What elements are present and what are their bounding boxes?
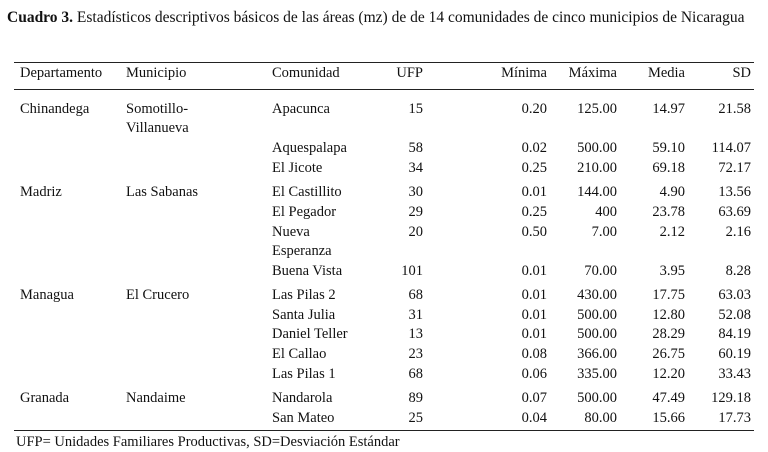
cell-comunidad: Nandarola bbox=[272, 390, 333, 406]
cell-media: 47.49 bbox=[652, 390, 685, 406]
cell-sd: 60.19 bbox=[718, 346, 751, 362]
cell-municipio: Villanueva bbox=[126, 120, 189, 136]
table-footnote: UFP= Unidades Familiares Productivas, SD=Desviación Estándar bbox=[16, 434, 400, 450]
cell-sd: 33.43 bbox=[718, 366, 751, 382]
cell-comunidad: El Pegador bbox=[272, 204, 337, 220]
cell-media: 26.75 bbox=[652, 346, 685, 362]
header-rule bbox=[14, 89, 754, 90]
cell-minima: 0.01 bbox=[521, 263, 547, 279]
cell-departamento: Chinandega bbox=[20, 101, 90, 117]
cell-comunidad: San Mateo bbox=[272, 410, 335, 426]
top-rule bbox=[14, 62, 754, 63]
cell-media: 3.95 bbox=[659, 263, 685, 279]
cell-media: 12.80 bbox=[652, 307, 685, 323]
cell-minima: 0.25 bbox=[521, 160, 547, 176]
header-maxima: Máxima bbox=[568, 65, 617, 81]
cell-minima: 0.01 bbox=[521, 326, 547, 342]
cell-minima: 0.25 bbox=[521, 204, 547, 220]
cell-media: 2.12 bbox=[659, 224, 685, 240]
cell-minima: 0.06 bbox=[521, 366, 547, 382]
cell-ufp: 89 bbox=[408, 390, 423, 406]
cell-maxima: 500.00 bbox=[577, 140, 617, 156]
cell-media: 4.90 bbox=[659, 184, 685, 200]
header-minima: Mínima bbox=[501, 65, 547, 81]
cell-minima: 0.04 bbox=[521, 410, 547, 426]
cell-maxima: 500.00 bbox=[577, 390, 617, 406]
cell-municipio: Las Sabanas bbox=[126, 184, 199, 200]
cell-ufp: 101 bbox=[401, 263, 423, 279]
cell-sd: 21.58 bbox=[718, 101, 751, 117]
cell-departamento: Managua bbox=[20, 287, 74, 303]
cell-maxima: 7.00 bbox=[591, 224, 617, 240]
cell-sd: 17.73 bbox=[718, 410, 751, 426]
cell-ufp: 34 bbox=[408, 160, 423, 176]
header-comunidad: Comunidad bbox=[272, 65, 340, 81]
header-sd: SD bbox=[732, 65, 751, 81]
cell-ufp: 68 bbox=[408, 366, 423, 382]
cell-maxima: 335.00 bbox=[577, 366, 617, 382]
cell-maxima: 430.00 bbox=[577, 287, 617, 303]
cell-minima: 0.07 bbox=[521, 390, 547, 406]
cell-minima: 0.20 bbox=[521, 101, 547, 117]
cell-minima: 0.01 bbox=[521, 287, 547, 303]
cell-sd: 13.56 bbox=[718, 184, 751, 200]
cell-maxima: 500.00 bbox=[577, 326, 617, 342]
cell-minima: 0.50 bbox=[521, 224, 547, 240]
cell-departamento: Granada bbox=[20, 390, 70, 406]
cell-minima: 0.02 bbox=[521, 140, 547, 156]
cell-comunidad: Las Pilas 1 bbox=[272, 366, 336, 382]
cell-sd: 72.17 bbox=[718, 160, 751, 176]
cell-sd: 129.18 bbox=[711, 390, 751, 406]
cell-maxima: 80.00 bbox=[584, 410, 617, 426]
cell-media: 14.97 bbox=[652, 101, 685, 117]
table-caption bbox=[7, 8, 763, 28]
cell-comunidad: Nueva bbox=[272, 224, 310, 240]
cell-maxima: 125.00 bbox=[577, 101, 617, 117]
cell-ufp: 23 bbox=[408, 346, 423, 362]
cell-municipio: Somotillo- bbox=[126, 101, 189, 117]
cell-sd: 52.08 bbox=[718, 307, 751, 323]
cell-maxima: 70.00 bbox=[584, 263, 617, 279]
cell-comunidad: El Jicote bbox=[272, 160, 323, 176]
caption-text: Estadísticos descriptivos básicos de las áreas (mz) de de 14 comunidades de cinco municipios de Nicaragua bbox=[73, 9, 745, 26]
cell-ufp: 15 bbox=[408, 101, 423, 117]
cell-comunidad: El Callao bbox=[272, 346, 327, 362]
cell-sd: 2.16 bbox=[725, 224, 751, 240]
cell-maxima: 400 bbox=[595, 204, 617, 220]
cell-ufp: 31 bbox=[408, 307, 423, 323]
cell-municipio: El Crucero bbox=[126, 287, 190, 303]
cell-ufp: 68 bbox=[408, 287, 423, 303]
header-departamento: Departamento bbox=[20, 65, 103, 81]
cell-minima: 0.01 bbox=[521, 307, 547, 323]
cell-comunidad: Santa Julia bbox=[272, 307, 336, 323]
cell-comunidad: Apacunca bbox=[272, 101, 330, 117]
cell-ufp: 20 bbox=[408, 224, 423, 240]
cell-sd: 8.28 bbox=[725, 263, 751, 279]
header-municipio: Municipio bbox=[126, 65, 187, 81]
bottom-rule bbox=[14, 430, 754, 431]
cell-media: 69.18 bbox=[652, 160, 685, 176]
cell-ufp: 29 bbox=[408, 204, 423, 220]
cell-maxima: 366.00 bbox=[577, 346, 617, 362]
header-ufp: UFP bbox=[396, 65, 423, 81]
cell-comunidad: El Castillito bbox=[272, 184, 342, 200]
cell-media: 15.66 bbox=[652, 410, 685, 426]
cell-media: 59.10 bbox=[652, 140, 685, 156]
cell-sd: 63.03 bbox=[718, 287, 751, 303]
cell-sd: 114.07 bbox=[711, 140, 751, 156]
cell-municipio: Nandaime bbox=[126, 390, 186, 406]
cell-comunidad: Las Pilas 2 bbox=[272, 287, 336, 303]
cell-minima: 0.08 bbox=[521, 346, 547, 362]
cell-maxima: 500.00 bbox=[577, 307, 617, 323]
cell-sd: 63.69 bbox=[718, 204, 751, 220]
cell-departamento: Madriz bbox=[20, 184, 62, 200]
cell-ufp: 58 bbox=[408, 140, 423, 156]
cell-ufp: 30 bbox=[408, 184, 423, 200]
cell-comunidad: Aquespalapa bbox=[272, 140, 347, 156]
cell-media: 12.20 bbox=[652, 366, 685, 382]
cell-maxima: 210.00 bbox=[577, 160, 617, 176]
cell-comunidad: Esperanza bbox=[272, 243, 332, 259]
cell-comunidad: Daniel Teller bbox=[272, 326, 348, 342]
cell-minima: 0.01 bbox=[521, 184, 547, 200]
cell-media: 23.78 bbox=[652, 204, 685, 220]
cell-ufp: 25 bbox=[408, 410, 423, 426]
cell-media: 28.29 bbox=[652, 326, 685, 342]
cell-comunidad: Buena Vista bbox=[272, 263, 343, 279]
cell-ufp: 13 bbox=[408, 326, 423, 342]
caption-label: Cuadro 3. bbox=[7, 9, 74, 26]
cell-sd: 84.19 bbox=[718, 326, 751, 342]
header-media: Media bbox=[647, 65, 685, 81]
cell-maxima: 144.00 bbox=[577, 184, 617, 200]
cell-media: 17.75 bbox=[652, 287, 685, 303]
